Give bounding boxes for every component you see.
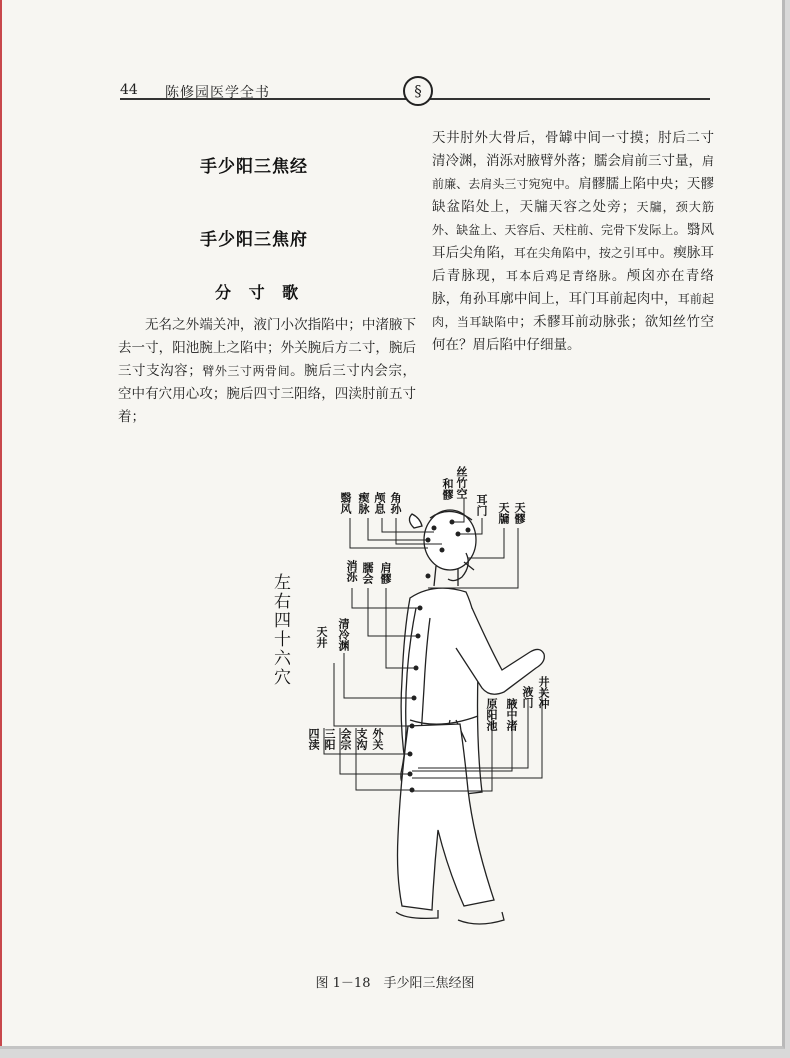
- verse-text: 。颅囟亦在青络脉，角孙耳廓中间上，耳门耳前起肉中，: [432, 268, 714, 307]
- section-heading-song: 分 寸 歌: [215, 283, 305, 302]
- acupoint-label: 四渎: [307, 728, 320, 750]
- acupoint-label: 天牖: [497, 502, 510, 524]
- verse-text-right: [432, 127, 714, 357]
- verse-annotation: 耳本后鸡足青络脉: [505, 269, 612, 283]
- acupoint-label: 消泺: [345, 560, 358, 582]
- verse-text: 无名之外端关冲，液门小次指陷中；中渚腋下去一寸，阳池腕上之陷中；外关腕后方二寸，腕后三寸支沟容；: [118, 317, 416, 379]
- verse-annotation: 耳在尖角陷中，按之引耳中: [513, 246, 660, 260]
- acupoint-label: 和髎: [441, 478, 454, 500]
- acupoint-label: 原阳池: [485, 698, 498, 731]
- section-heading-meridian: 手少阳三焦经: [200, 157, 308, 177]
- acupoint-label: 颅息: [373, 492, 386, 514]
- book-title: 陈修园医学全书: [165, 85, 270, 101]
- acupoint-label: 肩髎: [379, 562, 392, 584]
- acupoint-label: 丝竹空: [455, 466, 468, 499]
- verse-annotation: 肩前廉、去肩头三寸宛宛中: [432, 154, 715, 191]
- figure-side-label: 左右四十六穴: [270, 573, 290, 687]
- acupoint-label: 清冷渊: [337, 618, 350, 651]
- acupoint-label: 支沟: [355, 728, 368, 750]
- verse-annotation: 天牖，颈大筋外、缺盆上、天容后、天柱前、完骨下发际上: [432, 200, 714, 237]
- running-header: [120, 80, 710, 104]
- acupoint-label: 瘈脉: [357, 492, 370, 514]
- acupoint-label: 臑会: [361, 562, 374, 584]
- acupoint-label: 液门: [521, 686, 534, 708]
- acupoint-label: 井关冲: [537, 676, 550, 709]
- section-heading-organ: 手少阳三焦府: [200, 230, 308, 250]
- verse-text: 。翳风耳后尖角陷，: [432, 222, 714, 261]
- verse-text: 天井肘外大骨后，骨罅中间一寸摸；肘后二寸清冷渊，消泺对腋臂外落；臑会肩前三寸量，: [432, 130, 714, 169]
- acupoint-label: 天髎: [513, 502, 526, 524]
- verse-annotation: 耳前起肉，当耳缺陷中: [432, 292, 714, 329]
- acupoint-label: 会宗: [339, 728, 352, 750]
- acupoint-label: 外关: [371, 728, 384, 750]
- meridian-figure: [260, 458, 590, 958]
- verse-text: 。腕后三寸内会宗，空中有穴用心攻；腕后四寸三阳络，四渎肘前五寸着；: [118, 363, 416, 425]
- verse-text: ；禾髎耳前动脉张；欲知丝竹空何在？眉后陷中仔细量。: [432, 314, 714, 353]
- verse-text: 。瘈脉耳后青脉现，: [432, 245, 715, 284]
- verse-text-left: [118, 314, 416, 429]
- publisher-logo-icon: §: [403, 76, 433, 106]
- acupoint-label: 腋中渚: [505, 698, 518, 731]
- acupoint-label: 天井: [315, 626, 328, 648]
- acupoint-label: 翳风: [339, 492, 352, 514]
- verse-annotation: 臂外三寸两骨间: [201, 364, 291, 378]
- acupoint-label: 耳门: [475, 494, 488, 516]
- figure-caption: 图 1－18 手少阳三焦经图: [315, 976, 475, 991]
- acupoint-label: 三阳: [323, 728, 336, 750]
- verse-text: 。肩髎臑上陷中央；天髎缺盆陷处上，天牖天容之处旁；: [432, 176, 714, 215]
- page-number: 44: [120, 82, 138, 98]
- page-binding-edge: [0, 0, 2, 1046]
- acupoint-label: 角孙: [389, 492, 402, 514]
